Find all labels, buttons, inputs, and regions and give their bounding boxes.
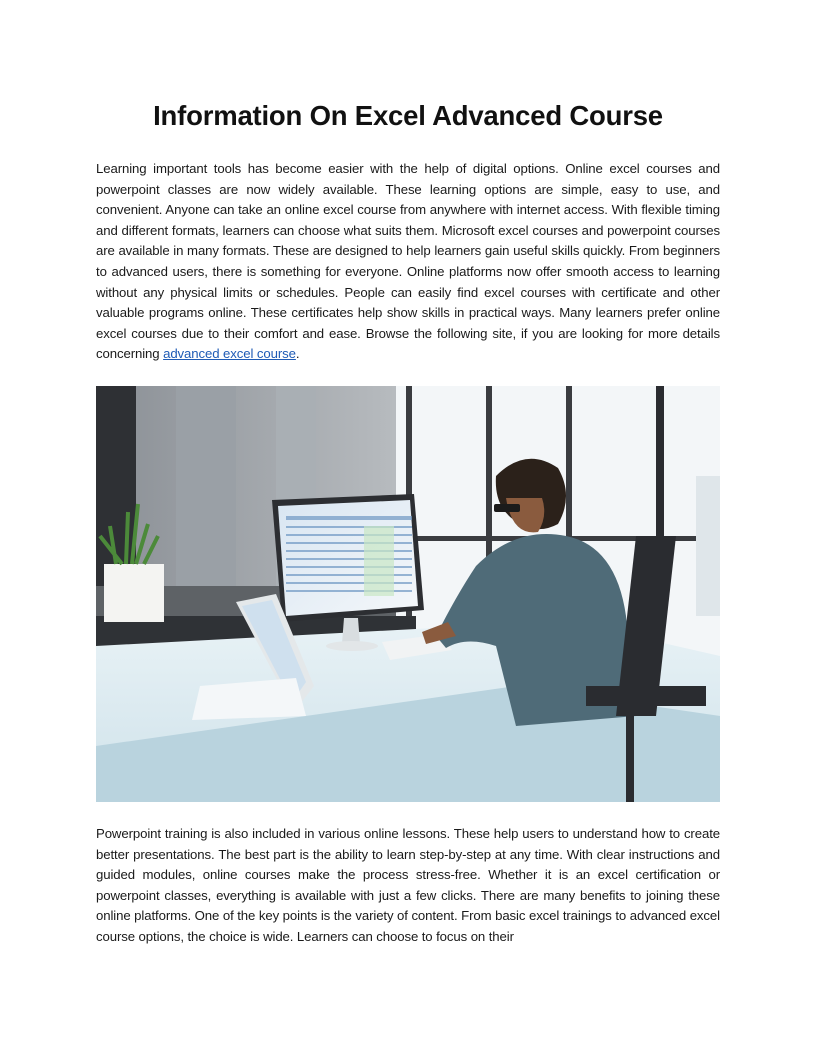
second-paragraph: Powerpoint training is also included in various online lessons. These help users to understand how to create better presentations. The best part is the ability to learn step-by-step at any time. With clear instructions and guided modules, online courses make the process stress-free. Whether it is an excel certification or powerpoint classes, everything is available with just a few clicks. There are many benefits to joining these online platforms. One of the key points is the variety of content. From basic excel trainings to advanced excel course options, the choice is wide. Learners can choose to focus on their xyxy=(96,826,720,944)
page-title: Information On Excel Advanced Course xyxy=(153,100,663,131)
intro-paragraph xyxy=(96,159,720,365)
advanced-excel-course-link[interactable]: advanced excel course xyxy=(163,346,296,362)
office-photo xyxy=(96,386,720,802)
intro-paragraph-period: . xyxy=(295,346,300,362)
intro-paragraph-text: Learning important tools has become easier with the help of digital options. Online excel courses and powerpoint classes are now widely available. These learning options are simple, easy to use, and convenient. Anyone can take an online excel course from anywhere with internet access. With flexible timing and different formats, learners can choose what suits them. Microsoft excel courses and powerpoint courses are available in many formats. These are designed to help learners gain useful skills quickly. From beginners to advanced users, there is something for everyone. Online platforms now offer smooth access to learning without any physical limits or schedules. People can easily find excel courses with certificate and other valuable programs online. These certificates help show skills in practical ways. Many learners prefer online excel courses due to their comfort and ease. Browse the following site, if you are looking for more details concerning xyxy=(96,161,720,362)
